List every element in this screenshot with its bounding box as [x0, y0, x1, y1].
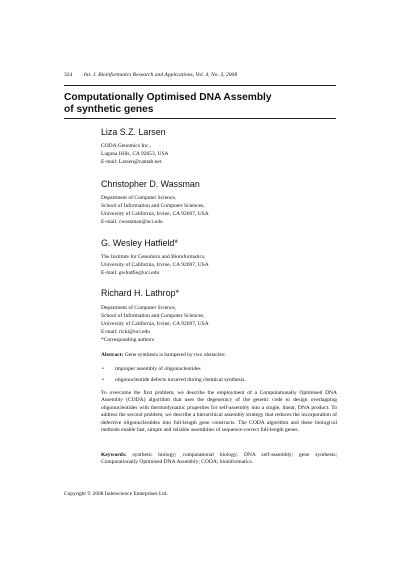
title-top-rule [64, 85, 336, 86]
copyright-notice: Copyright © 2008 Inderscience Enterprises Ltd. [64, 491, 168, 497]
abstract-label: Abstract: [101, 352, 124, 358]
affiliation-line: University of California, Irvine, CA 92697, USA [101, 320, 209, 327]
affiliation-line: University of California, Irvine, CA 92697, USA [101, 210, 209, 217]
affiliation-line: Department of Computer Science, [101, 195, 177, 201]
list-item [101, 377, 337, 384]
title-line-2: of synthetic genes [64, 104, 154, 115]
running-header [64, 72, 340, 78]
journal-citation: Int. J. Bioinformatics Research and Applications, Vol. 4, No. 3, 2008 [83, 72, 238, 78]
author-name: Christopher D. Wassman [101, 179, 200, 189]
keywords-text: synthetic biology; computational biology; DNA self-assembly; gene synthesis; Computationally Optimised DNA Assembly; CODA; bioinformatics. [101, 452, 337, 466]
page-number: 324 [64, 72, 73, 78]
bullet-icon: • [102, 366, 104, 372]
bullet-icon: • [102, 377, 104, 383]
abstract-bullet-list [101, 366, 337, 388]
affiliation-line: CODA Genomics Inc., [101, 143, 152, 149]
affiliation-line: School of Information and Computer Sciences, [101, 312, 205, 319]
author-affiliation [101, 254, 341, 278]
author-name: G. Wesley Hatfield* [101, 238, 178, 248]
abstract-intro-text: Gene synthesis is hampered by two obstacles: [124, 352, 226, 358]
author-name: Richard H. Lathrop* [101, 288, 179, 298]
keywords [101, 452, 337, 467]
affiliation-line: The Institute for Genomics and Bioinformatics, [101, 254, 206, 260]
affiliation-line: Department of Computer Science, [101, 305, 177, 311]
author-email: E-mail: rickl@uci.edu [101, 328, 151, 335]
keywords-label: Keywords: [101, 452, 127, 458]
author-email: E-mail: gwhatfie@uci.edu [101, 269, 160, 276]
author-name: Liza S.Z. Larsen [101, 127, 166, 137]
paper-title [64, 92, 334, 116]
bullet-text: improper assembly of oligonucleotides [115, 366, 201, 372]
title-line-1: Computationally Optimised DNA Assembly [64, 92, 272, 103]
bullet-text: oligonucleotide defects incurred during chemical synthesis. [115, 377, 246, 383]
affiliation-line: School of Information and Computer Sciences, [101, 202, 205, 209]
title-bottom-rule [64, 118, 336, 119]
abstract-intro [101, 352, 337, 359]
affiliation-line: Laguna Hills, CA 92653, USA [101, 150, 169, 157]
corresponding-note: *Corresponding authors [101, 336, 155, 343]
list-item [101, 366, 337, 373]
affiliation-line: University of California, Irvine, CA 92697, USA [101, 261, 209, 268]
author-email: E-mail: Larsen@cantab.net [101, 158, 162, 165]
author-affiliation [101, 305, 341, 345]
author-affiliation [101, 143, 341, 167]
author-email: E-mail: cwassman@uci.edu [101, 218, 163, 225]
abstract-body: To overcome the first problem, we describe the employment of a Computationally Optimised DNA Assembly (CODA) algorithm that uses the degeneracy of the genetic code to design overlapping oligonucleotides with thermodynamic properties for self-assembly into a single, linear, DNA product. To address the second problem, we describe a hierarchical assembly strategy that reduces the incorporation of defective oligonucleotides into full-length gene constructs. The CODA algorithm and these biological methods enable fast, simple and reliable assemblies of sequence-correct full-length genes. [101, 390, 337, 434]
author-affiliation [101, 195, 341, 227]
